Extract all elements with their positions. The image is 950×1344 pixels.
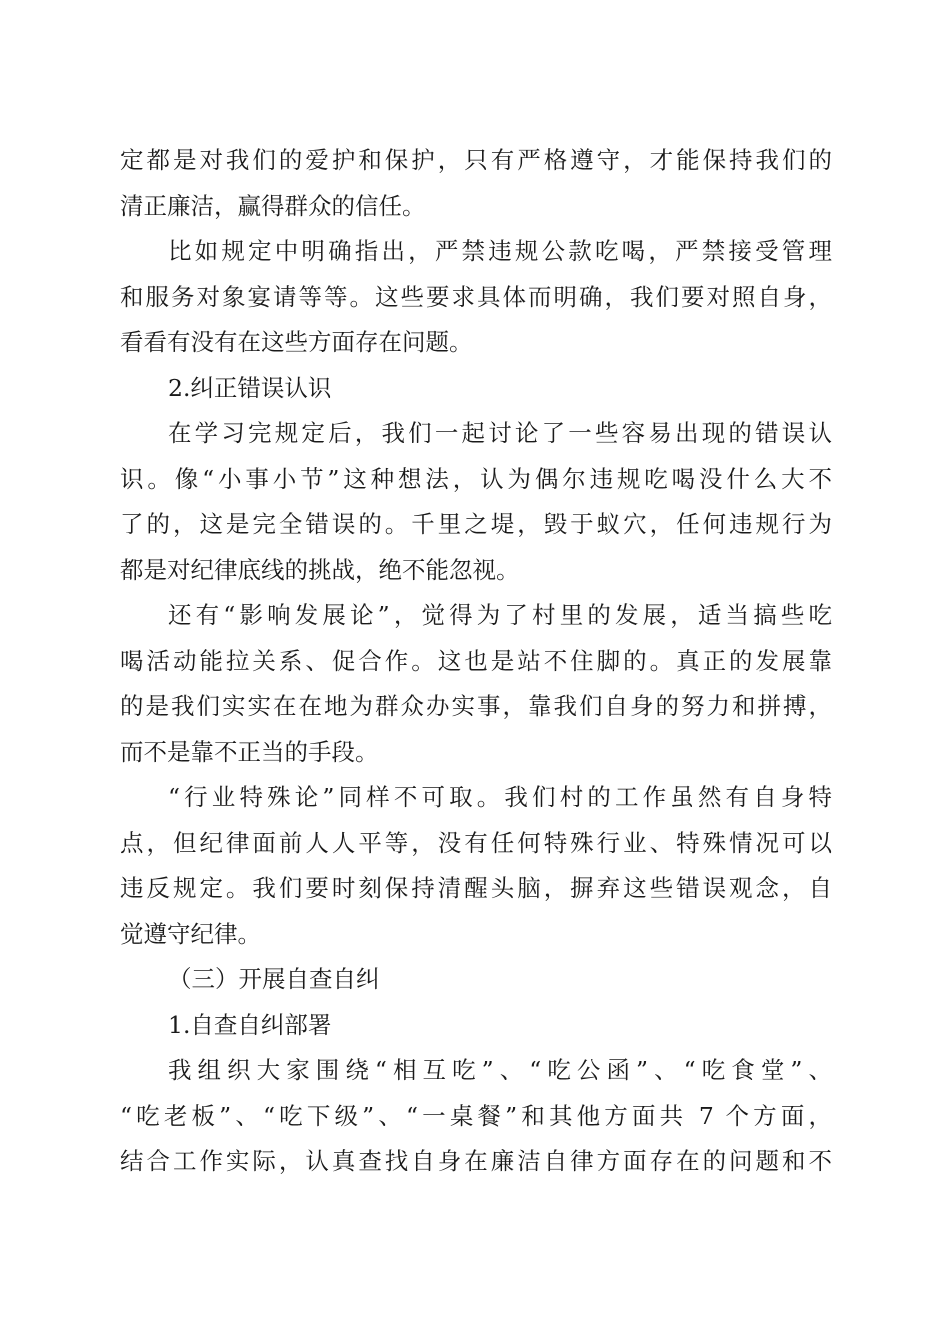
- text-line: 了的，这是完全错误的。千里之堤，毁于蚁穴，任何违规行为: [120, 510, 832, 538]
- text-line: 觉遵守纪律。: [120, 919, 261, 948]
- paragraph-first-line: 还有“影响发展论”，觉得为了村里的发展，适当搞些吃: [168, 601, 832, 629]
- text-line: 看看有没有在这些方面存在问题。: [120, 328, 473, 356]
- subsection-heading: 1.自查自纠部署: [168, 1010, 332, 1039]
- text-line: 识。像“小事小节”这种想法，认为偶尔违规吃喝没什么大不: [120, 464, 832, 493]
- paragraph-first-line: 比如规定中明确指出，严禁违规公款吃喝，严禁接受管理: [168, 237, 832, 265]
- text-line: 都是对纪律底线的挑战，绝不能忽视。: [120, 555, 520, 584]
- text-line: 而不是靠不正当的手段。: [120, 737, 379, 766]
- paragraph-first-line: “行业特殊论”同样不可取。我们村的工作虽然有自身特: [168, 783, 832, 811]
- text-line: 的是我们实实在在地为群众办实事，靠我们自身的努力和拼搏，: [120, 692, 832, 720]
- text-line: 点，但纪律面前人人平等，没有任何特殊行业、特殊情况可以: [120, 828, 832, 857]
- text-line: 清正廉洁，赢得群众的信任。: [120, 191, 426, 220]
- text-line: 违反规定。我们要时刻保持清醒头脑，摒弃这些错误观念，自: [120, 874, 832, 902]
- document-body: [120, 138, 832, 1185]
- text-line: 结合工作实际，认真查找自身在廉洁自律方面存在的问题和不: [120, 1147, 832, 1175]
- text-line: 和服务对象宴请等等。这些要求具体而明确，我们要对照自身，: [120, 282, 832, 311]
- text-line: 喝活动能拉关系、促合作。这也是站不住脚的。真正的发展靠: [120, 646, 832, 675]
- section-heading: 2.纠正错误认识: [168, 373, 332, 402]
- paragraph-first-line: 在学习完规定后，我们一起讨论了一些容易出现的错误认: [168, 419, 832, 447]
- section-heading: （三）开展自查自纠: [168, 965, 380, 993]
- paragraph-first-line: 我组织大家围绕“相互吃”、“吃公函”、“吃食堂”、: [168, 1056, 832, 1084]
- text-line: 定都是对我们的爱护和保护，只有严格遵守，才能保持我们的: [120, 146, 832, 174]
- text-line: “吃老板”、“吃下级”、“一桌餐”和其他方面共 7 个方面，: [120, 1101, 832, 1130]
